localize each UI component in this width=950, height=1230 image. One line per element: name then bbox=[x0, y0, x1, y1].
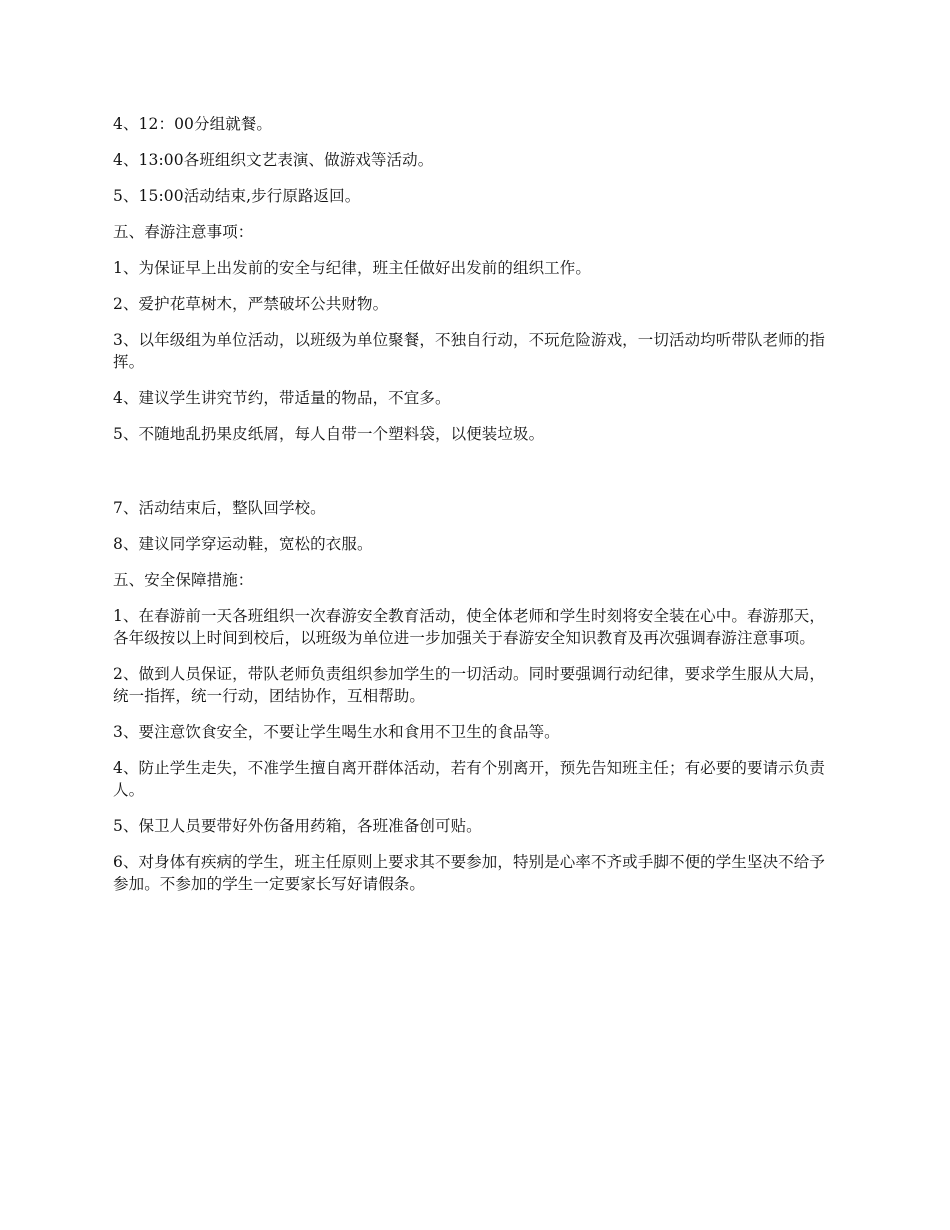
paragraph: 5、不随地乱扔果皮纸屑，每人自带一个塑料袋，以便装垃圾。 bbox=[113, 425, 545, 443]
paragraph: 6、对身体有疾病的学生，班主任原则上要求其不要参加，特别是心率不齐或手脚不便的学生坚决不给予参加。不参加的学生一定要家长写好请假条。 bbox=[113, 853, 825, 893]
paragraph: 3、以年级组为单位活动，以班级为单位聚餐，不独自行动，不玩危险游戏，一切活动均听带队老师的指挥。 bbox=[113, 331, 825, 371]
paragraph: 2、做到人员保证，带队老师负责组织参加学生的一切活动。同时要强调行动纪律，要求学生服从大局，统一指挥，统一行动，团结协作，互相帮助。 bbox=[113, 665, 825, 705]
paragraph: 1、在春游前一天各班组织一次春游安全教育活动，使全体老师和学生时刻将安全装在心中。春游那天，各年级按以上时间到校后，以班级为单位进一步加强关于春游安全知识教育及再次强调春游注意事项。 bbox=[113, 607, 825, 647]
paragraph: 4、12：00分组就餐。 bbox=[113, 115, 273, 133]
section-heading: 五、春游注意事项： bbox=[113, 223, 254, 241]
paragraph: 2、爱护花草树木，严禁破坏公共财物。 bbox=[113, 295, 389, 313]
paragraph: 7、活动结束后，整队回学校。 bbox=[113, 499, 326, 517]
paragraph: 4、防止学生走失，不准学生擅自离开群体活动，若有个别离开，预先告知班主任；有必要的要请示负责人。 bbox=[113, 759, 825, 799]
section-heading: 五、安全保障措施： bbox=[113, 571, 254, 589]
paragraph: 5、15:00活动结束,步行原路返回。 bbox=[113, 187, 361, 205]
paragraph: 4、建议学生讲究节约，带适量的物品，不宜多。 bbox=[113, 389, 451, 407]
paragraph: 3、要注意饮食安全，不要让学生喝生水和食用不卫生的食品等。 bbox=[113, 723, 560, 741]
document-page bbox=[113, 113, 840, 909]
blank-line bbox=[113, 459, 840, 497]
paragraph: 4、13:00各班组织文艺表演、做游戏等活动。 bbox=[113, 151, 434, 169]
paragraph: 1、为保证早上出发前的安全与纪律，班主任做好出发前的组织工作。 bbox=[113, 259, 591, 277]
paragraph: 5、保卫人员要带好外伤备用药箱，各班准备创可贴。 bbox=[113, 817, 482, 835]
paragraph: 8、建议同学穿运动鞋，宽松的衣服。 bbox=[113, 535, 373, 553]
